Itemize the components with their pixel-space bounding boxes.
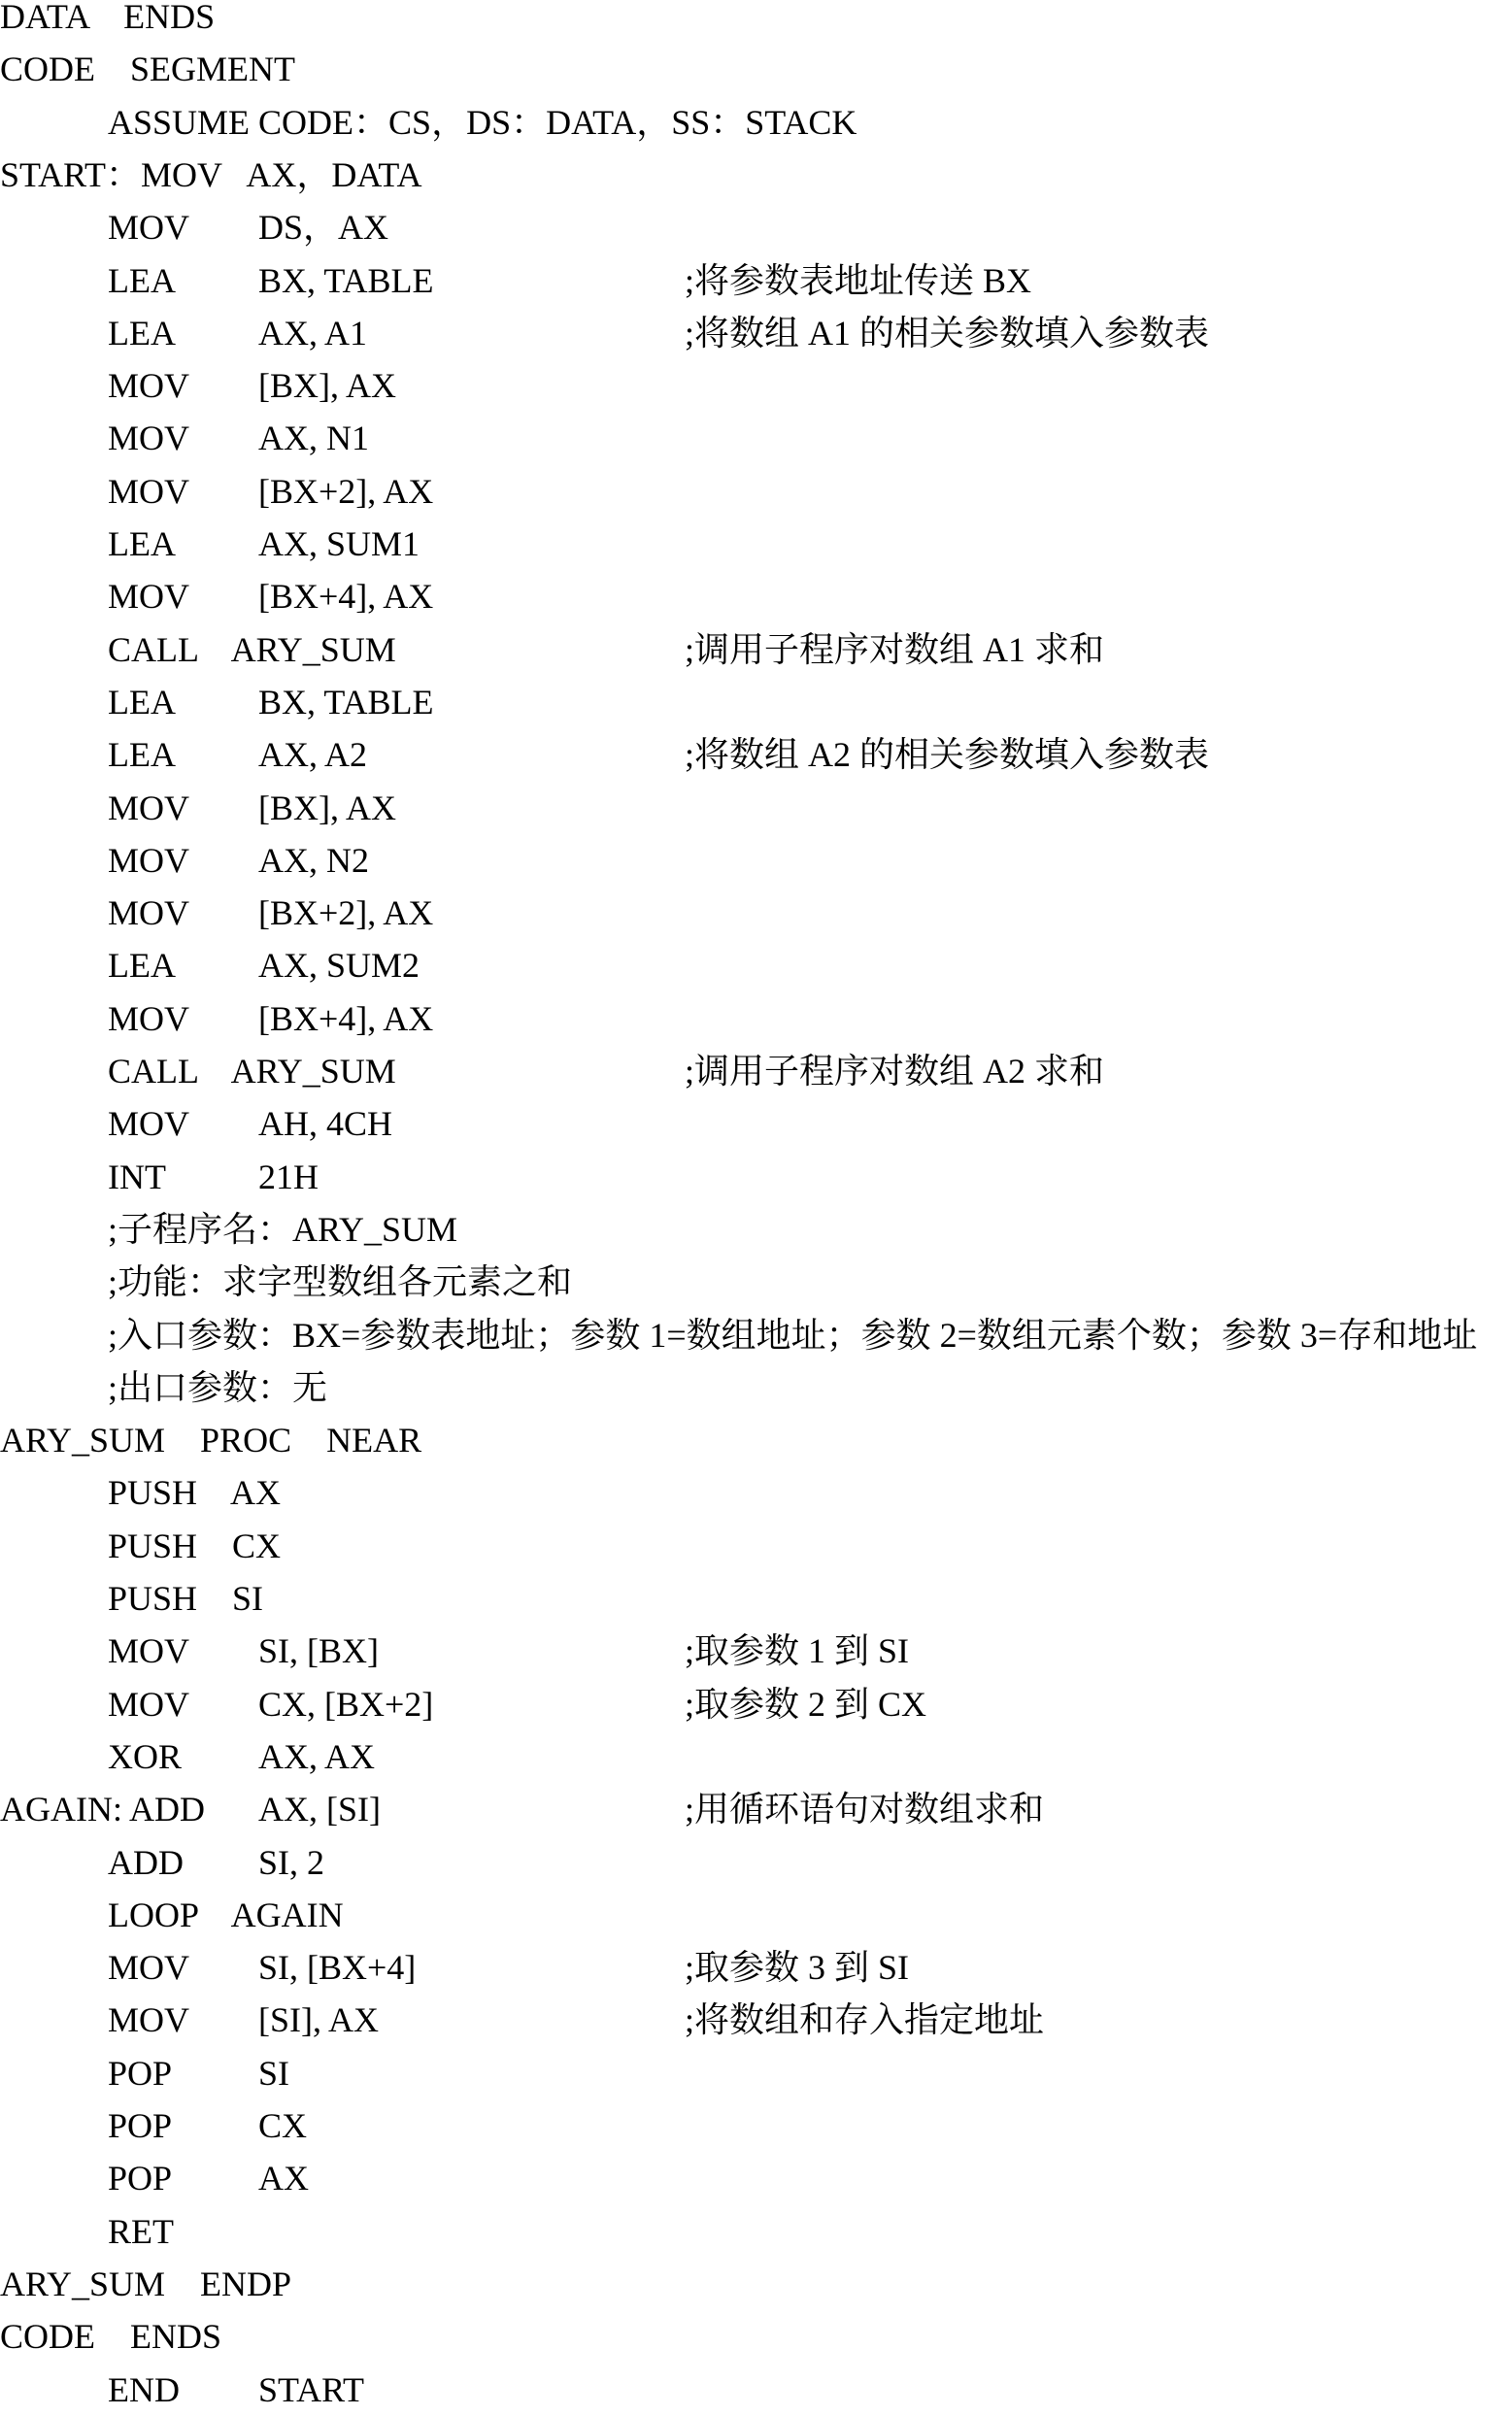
line-comment: ;取参数 2 到 CX <box>685 1684 927 1724</box>
line-operands: AX <box>258 2159 309 2198</box>
line-operands: SI <box>258 2053 290 2093</box>
line-operands: [SI], AX <box>258 2000 379 2040</box>
line-operands: [BX+2], AX <box>258 471 434 511</box>
line-instruction: MOV <box>108 788 190 827</box>
code-line <box>0 992 1512 1045</box>
line-instruction: MOV <box>108 471 190 511</box>
line-operands: AX, A2 <box>258 735 368 775</box>
line-instruction: END <box>108 2369 180 2409</box>
line-operands: BX, TABLE <box>258 260 434 300</box>
line-label: AGAIN: ADD <box>0 1790 205 1829</box>
code-line <box>0 1994 1512 2046</box>
code-line <box>0 201 1512 253</box>
code-line <box>0 728 1512 781</box>
line-comment: ;取参数 1 到 SI <box>685 1631 910 1671</box>
line-operands: AH, 4CH <box>258 1104 393 1144</box>
line-operands: [BX+4], AX <box>258 998 434 1038</box>
line-operands: AX, A1 <box>258 313 368 352</box>
line-instruction: ;出口参数：无 <box>108 1367 328 1407</box>
code-line <box>0 676 1512 728</box>
line-instruction: POP <box>108 2159 173 2198</box>
code-line <box>0 1625 1512 1677</box>
code-line <box>0 834 1512 887</box>
line-instruction: LEA <box>108 682 176 721</box>
code-line <box>0 939 1512 991</box>
code-line <box>0 2152 1512 2204</box>
line-comment: ;调用子程序对数组 A1 求和 <box>685 629 1105 669</box>
code-line <box>0 0 1512 43</box>
line-instruction: MOV <box>108 893 190 933</box>
line-instruction: MOV <box>108 840 190 880</box>
line-instruction: ASSUME CODE：CS，DS：DATA，SS：STACK <box>108 102 857 142</box>
line-operands: AX, SUM1 <box>258 524 420 563</box>
line-operands: AX, SUM2 <box>258 946 420 986</box>
line-comment: ;将数组和存入指定地址 <box>685 2000 1045 2040</box>
code-line <box>0 307 1512 359</box>
code-line <box>0 1466 1512 1519</box>
line-operands: AX, AX <box>258 1736 376 1776</box>
line-instruction: MOV <box>108 2000 190 2040</box>
line-instruction: LEA <box>108 946 176 986</box>
line-operands: [BX], AX <box>258 788 396 827</box>
line-instruction: MOV <box>108 1631 190 1671</box>
code-line <box>0 1520 1512 1572</box>
line-operands: [BX], AX <box>258 366 396 406</box>
line-operands: BX, TABLE <box>258 682 434 721</box>
line-label: CODE ENDS <box>0 2317 222 2357</box>
line-operands: AX, N2 <box>258 840 369 880</box>
line-instruction: LEA <box>108 313 176 352</box>
code-line <box>0 465 1512 518</box>
code-line <box>0 96 1512 149</box>
code-line <box>0 623 1512 676</box>
line-instruction: ;入口参数：BX=参数表地址；参数 1=数组地址；参数 2=数组元素个数；参数 3=存和地址 <box>108 1315 1478 1355</box>
code-line <box>0 43 1512 95</box>
line-label: START：MOV AX，DATA <box>0 154 422 194</box>
line-instruction: XOR <box>108 1736 183 1776</box>
line-instruction: INT <box>108 1157 166 1196</box>
line-instruction: MOV <box>108 1948 190 1988</box>
line-operands: [BX+2], AX <box>258 893 434 933</box>
line-instruction: PUSH CX <box>108 1526 282 1565</box>
code-line <box>0 2258 1512 2310</box>
line-comment: ;取参数 3 到 SI <box>685 1948 910 1988</box>
line-operands: 21H <box>258 1157 319 1196</box>
line-instruction: MOV <box>108 419 190 458</box>
line-label: ARY_SUM ENDP <box>0 2264 292 2303</box>
code-line <box>0 412 1512 464</box>
line-instruction: MOV <box>108 208 190 248</box>
line-instruction: CALL ARY_SUM <box>108 629 396 669</box>
code-line <box>0 570 1512 622</box>
code-line <box>0 2310 1512 2363</box>
code-line <box>0 1783 1512 1835</box>
code-line <box>0 1414 1512 1466</box>
code-line <box>0 1572 1512 1625</box>
line-operands: AX, [SI] <box>258 1790 381 1829</box>
code-line <box>0 1097 1512 1150</box>
code-line <box>0 887 1512 939</box>
line-comment: ;将数组 A2 的相关参数填入参数表 <box>685 735 1210 775</box>
code-line <box>0 1730 1512 1783</box>
line-instruction: MOV <box>108 577 190 617</box>
line-comment: ;用循环语句对数组求和 <box>685 1790 1045 1829</box>
line-instruction: LEA <box>108 735 176 775</box>
code-line <box>0 1309 1512 1361</box>
line-instruction: MOV <box>108 1104 190 1144</box>
code-line <box>0 1151 1512 1203</box>
line-operands: [BX+4], AX <box>258 577 434 617</box>
line-instruction: ;功能：求字型数组各元素之和 <box>108 1262 573 1302</box>
code-line <box>0 2047 1512 2099</box>
code-line <box>0 2364 1512 2416</box>
line-instruction: MOV <box>108 998 190 1038</box>
line-label: ARY_SUM PROC NEAR <box>0 1421 422 1460</box>
code-line <box>0 1361 1512 1414</box>
code-line <box>0 1889 1512 1941</box>
line-instruction: LEA <box>108 260 176 300</box>
code-line <box>0 1678 1512 1730</box>
code-line <box>0 1256 1512 1308</box>
line-operands: SI, 2 <box>258 1842 325 1882</box>
line-operands: SI, [BX+4] <box>258 1948 417 1988</box>
line-instruction: PUSH AX <box>108 1473 282 1513</box>
code-line <box>0 149 1512 201</box>
line-instruction: CALL ARY_SUM <box>108 1052 396 1091</box>
code-line <box>0 782 1512 834</box>
line-operands: CX <box>258 2106 308 2145</box>
code-line <box>0 254 1512 307</box>
line-operands: CX, [BX+2] <box>258 1684 434 1724</box>
code-line <box>0 1203 1512 1256</box>
code-line <box>0 1045 1512 1097</box>
line-comment: ;调用子程序对数组 A2 求和 <box>685 1052 1105 1091</box>
line-operands: AX, N1 <box>258 419 369 458</box>
line-instruction: MOV <box>108 1684 190 1724</box>
line-instruction: RET <box>108 2211 174 2251</box>
line-instruction: POP <box>108 2106 173 2145</box>
code-line <box>0 2205 1512 2258</box>
line-operands: DS，AX <box>258 208 389 248</box>
line-label: DATA ENDS <box>0 0 216 36</box>
code-line <box>0 1836 1512 1889</box>
line-instruction: LOOP AGAIN <box>108 1895 344 1934</box>
line-operands: SI, [BX] <box>258 1631 379 1671</box>
line-instruction: MOV <box>108 366 190 406</box>
code-line <box>0 359 1512 412</box>
line-instruction: ;子程序名：ARY_SUM <box>108 1209 458 1249</box>
code-line <box>0 1941 1512 1994</box>
line-instruction: POP <box>108 2053 173 2093</box>
line-instruction: LEA <box>108 524 176 563</box>
line-operands: START <box>258 2369 364 2409</box>
line-comment: ;将数组 A1 的相关参数填入参数表 <box>685 313 1210 352</box>
line-comment: ;将参数表地址传送 BX <box>685 260 1032 300</box>
line-label: CODE SEGMENT <box>0 50 295 89</box>
line-instruction: ADD <box>108 1842 184 1882</box>
code-line <box>0 2099 1512 2152</box>
code-line <box>0 518 1512 570</box>
line-instruction: PUSH SI <box>108 1579 264 1618</box>
